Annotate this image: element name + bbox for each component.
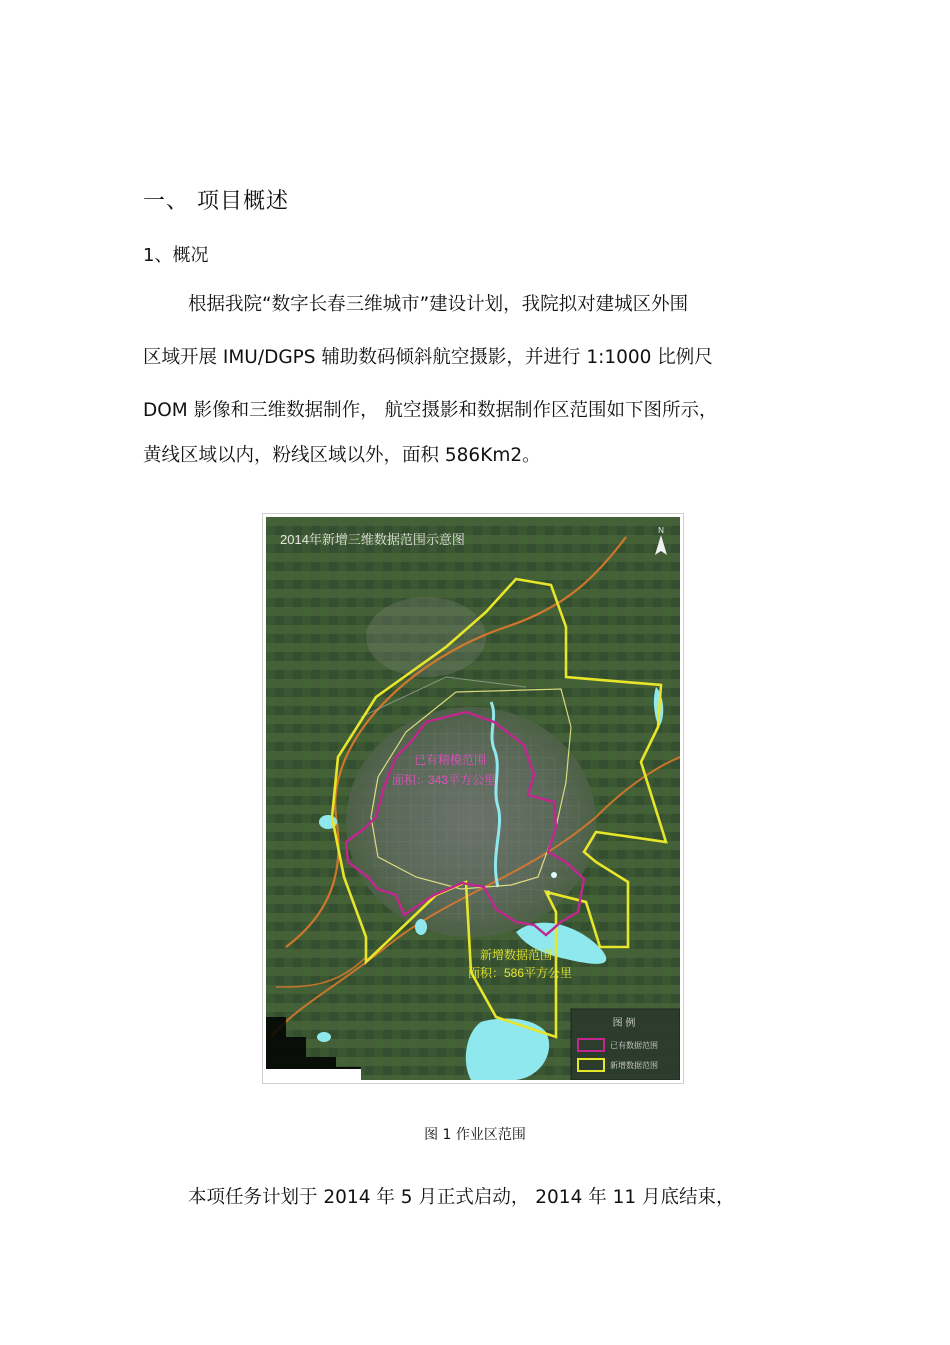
subsection-heading: 1、概况 — [143, 245, 209, 266]
map-title: 2014年新增三维数据范围示意图 — [280, 532, 465, 547]
paragraph-line: 本项任务计划于 2014 年 5 月正式启动， 2014 年 11 月底结束， — [188, 1187, 735, 1208]
legend-new: 新增数据范围 — [610, 1061, 658, 1070]
figure-caption: 图 1 作业区范围 — [424, 1127, 526, 1143]
svg-text:N: N — [658, 526, 664, 535]
satellite-map — [266, 517, 680, 1080]
legend-existing: 已有数据范围 — [610, 1041, 658, 1050]
map-legend — [571, 1009, 680, 1080]
section-heading: 一、 项目概述 — [143, 189, 289, 214]
label-new-area: 面积：586平方公里 — [468, 966, 573, 980]
paragraph-line: 区域开展 IMU/DGPS 辅助数码倾斜航空摄影，并进行 1:1000 比例尺 — [143, 347, 713, 368]
paragraph-line: DOM 影像和三维数据制作， 航空摄影和数据制作区范围如下图所示， — [143, 400, 718, 421]
paragraph-line: 根据我院“数字长春三维城市”建设计划，我院拟对建城区外围 — [188, 294, 689, 315]
reservoir-south — [466, 1018, 549, 1080]
paragraph-line: 黄线区域以内，粉线区域以外，面积 586Km2。 — [143, 445, 541, 466]
legend-title: 图 例 — [612, 1018, 636, 1029]
label-new-name: 新增数据范围 — [480, 948, 553, 962]
label-existing-name: 已有精模范围 — [414, 753, 487, 767]
figure-map — [262, 513, 684, 1084]
label-existing-area: 面积：343平方公里 — [392, 773, 497, 787]
map-mask — [266, 1069, 361, 1080]
